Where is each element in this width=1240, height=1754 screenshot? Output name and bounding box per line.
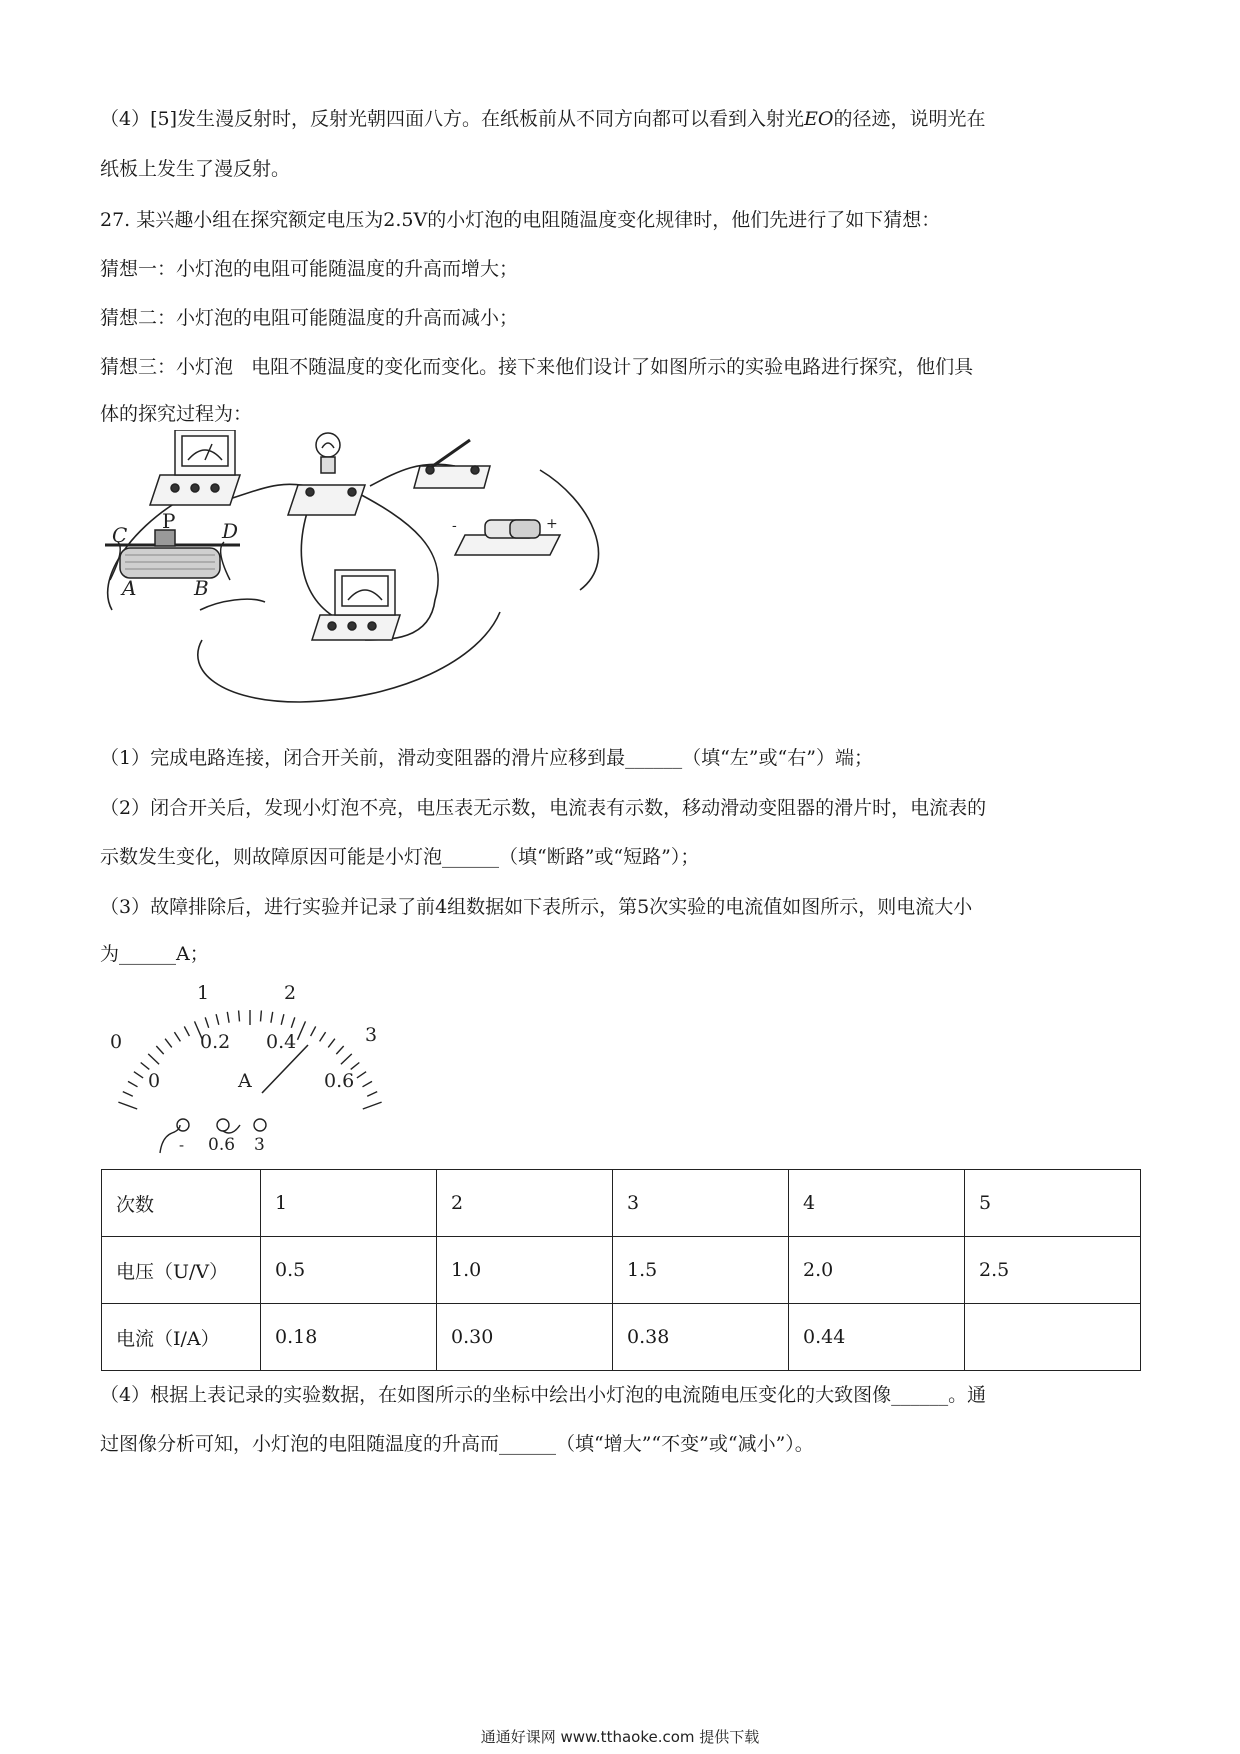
dial-upper-2: 2 bbox=[284, 982, 297, 1004]
dial-tick bbox=[328, 1039, 335, 1048]
dial-unit: A bbox=[238, 1070, 252, 1092]
switch-device bbox=[414, 440, 490, 488]
dial-tick bbox=[227, 1012, 229, 1023]
dial-tick bbox=[239, 1011, 240, 1022]
dial-tick bbox=[148, 1054, 159, 1064]
table-cell: 1 bbox=[261, 1170, 437, 1237]
q27-guess-3-line1: 猜想三：小灯泡 电阻不随温度的变化而变化。接下来他们设计了如图所示的实验电路进行探究，他们具 bbox=[100, 356, 974, 378]
dial-tick bbox=[261, 1011, 262, 1022]
table-cell bbox=[965, 1304, 1141, 1371]
dial-upper-0: 0 bbox=[110, 1031, 123, 1053]
terminal-3 bbox=[254, 1119, 266, 1131]
table-cell: 电流（I/A） bbox=[102, 1304, 261, 1371]
table-cell: 3 bbox=[613, 1170, 789, 1237]
dial-upper-1: 1 bbox=[197, 982, 210, 1004]
rheostat-label-d: D bbox=[222, 519, 239, 543]
q27-sub-2-line2: 示数发生变化，则故障原因可能是小灯泡______（填“断路”或“短路”）； bbox=[100, 846, 700, 868]
q27-guess-1: 猜想一：小灯泡的电阻可能随温度的升高而增大； bbox=[100, 258, 519, 280]
table-cell: 4 bbox=[789, 1170, 965, 1237]
q27-sub-3-line2: 为______A； bbox=[100, 943, 209, 965]
dial-tick bbox=[205, 1017, 209, 1027]
dial-tick bbox=[165, 1039, 172, 1048]
q27-guess-2: 猜想二：小灯泡的电阻可能随温度的升高而减小； bbox=[100, 307, 519, 329]
dial-tick bbox=[320, 1032, 326, 1041]
q27-sub-4-line1: （4）根据上表记录的实验数据，在如图所示的坐标中绘出小灯泡的电流随电压变化的大致图像______。通 bbox=[100, 1384, 987, 1406]
rheostat-label-c: C bbox=[112, 523, 128, 547]
table-cell: 0.44 bbox=[789, 1304, 965, 1371]
dial-tick bbox=[281, 1014, 284, 1025]
dial-tick bbox=[174, 1032, 180, 1041]
q27-guess-3-line2: 体的探究过程为： bbox=[100, 403, 253, 425]
rheostat-label-p: P bbox=[162, 509, 176, 533]
bulb-device bbox=[288, 433, 365, 515]
answer-4-5-line2: 纸板上发生了漫反射。 bbox=[100, 158, 291, 180]
table-row bbox=[102, 1170, 1141, 1237]
terminal-3-label: 3 bbox=[254, 1135, 265, 1155]
q27-sub-1: （1）完成电路连接，闭合开关前，滑动变阻器的滑片应移到最______（填“左”或“右”）端； bbox=[100, 747, 873, 769]
dial-ticks bbox=[118, 1010, 381, 1109]
dial-tick bbox=[367, 1092, 377, 1097]
terminal-minus-label: - bbox=[179, 1136, 185, 1154]
table-cell: 0.18 bbox=[261, 1304, 437, 1371]
dial-tick bbox=[357, 1072, 366, 1078]
q27-sub-3-line1: （3）故障排除后，进行实验并记录了前4组数据如下表所示，第5次实验的电流值如图所示，则电流大小 bbox=[100, 896, 973, 918]
dial-tick bbox=[363, 1102, 382, 1109]
battery-device bbox=[455, 520, 560, 555]
rheostat-label-a: A bbox=[122, 576, 137, 600]
table-row bbox=[102, 1237, 1141, 1304]
battery-plus-label: + bbox=[546, 516, 558, 532]
table-cell: 0.30 bbox=[437, 1304, 613, 1371]
ammeter-dial bbox=[100, 975, 400, 1155]
q27-sub-4-line2: 过图像分析可知，小灯泡的电阻随温度的升高而______（填“增大”“不变”或“减小”）。 bbox=[100, 1433, 814, 1455]
circuit-diagram bbox=[100, 430, 640, 720]
rheostat-label-b: B bbox=[194, 576, 209, 600]
dial-lower-0-2: 0.2 bbox=[200, 1031, 231, 1053]
page-footer: 通通好课网 www.tthaoke.com 提供下载 bbox=[480, 1728, 760, 1746]
table-cell: 2.5 bbox=[965, 1237, 1141, 1304]
dial-tick bbox=[123, 1092, 133, 1097]
table-cell: 2 bbox=[437, 1170, 613, 1237]
dial-tick bbox=[291, 1017, 295, 1027]
voltmeter-device bbox=[312, 570, 400, 640]
answer-4-5-line1: （4）[5]发生漫反射时，反射光朝四面八方。在纸板前从不同方向都可以看到入射光EO的径迹，说明光在 bbox=[100, 108, 986, 130]
battery-minus-label: - bbox=[452, 518, 457, 534]
dial-tick bbox=[271, 1012, 273, 1023]
dial-tick bbox=[216, 1014, 219, 1025]
table-cell: 次数 bbox=[102, 1170, 261, 1237]
dial-tick bbox=[184, 1026, 189, 1036]
dial-tick bbox=[336, 1046, 343, 1054]
dial-tick bbox=[128, 1081, 138, 1086]
dial-tick bbox=[363, 1081, 373, 1086]
dial-tick bbox=[311, 1026, 316, 1036]
table-cell: 1.5 bbox=[613, 1237, 789, 1304]
dial-upper-3: 3 bbox=[365, 1024, 378, 1046]
q27-sub-2-line1: （2）闭合开关后，发现小灯泡不亮，电压表无示数，电流表有示数，移动滑动变阻器的滑片时，电流表的 bbox=[100, 797, 987, 819]
dial-tick bbox=[351, 1063, 360, 1070]
dial-lower-0: 0 bbox=[148, 1070, 161, 1092]
table-cell: 5 bbox=[965, 1170, 1141, 1237]
table-row bbox=[102, 1304, 1141, 1371]
table-cell: 1.0 bbox=[437, 1237, 613, 1304]
eo-label: EO bbox=[804, 108, 834, 130]
table-cell: 0.38 bbox=[613, 1304, 789, 1371]
table-cell: 2.0 bbox=[789, 1237, 965, 1304]
q27-intro: 27. 某兴趣小组在探究额定电压为2.5V的小灯泡的电阻随温度变化规律时，他们先进行了如下猜想： bbox=[100, 209, 941, 231]
dial-tick bbox=[156, 1046, 163, 1054]
dial-lower-0-4: 0.4 bbox=[266, 1031, 297, 1053]
dial-tick bbox=[141, 1063, 150, 1070]
table-cell: 电压（U/V） bbox=[102, 1237, 261, 1304]
terminal-0-6-label: 0.6 bbox=[208, 1135, 236, 1155]
dial-tick bbox=[341, 1054, 352, 1064]
table-cell: 0.5 bbox=[261, 1237, 437, 1304]
dial-tick bbox=[118, 1102, 137, 1109]
dial-tick bbox=[134, 1072, 143, 1078]
data-table bbox=[101, 1169, 1141, 1371]
terminal-0-6 bbox=[217, 1119, 229, 1131]
dial-lower-0-6: 0.6 bbox=[324, 1070, 355, 1092]
dial-tick bbox=[298, 1021, 306, 1039]
ammeter-device bbox=[150, 430, 240, 505]
